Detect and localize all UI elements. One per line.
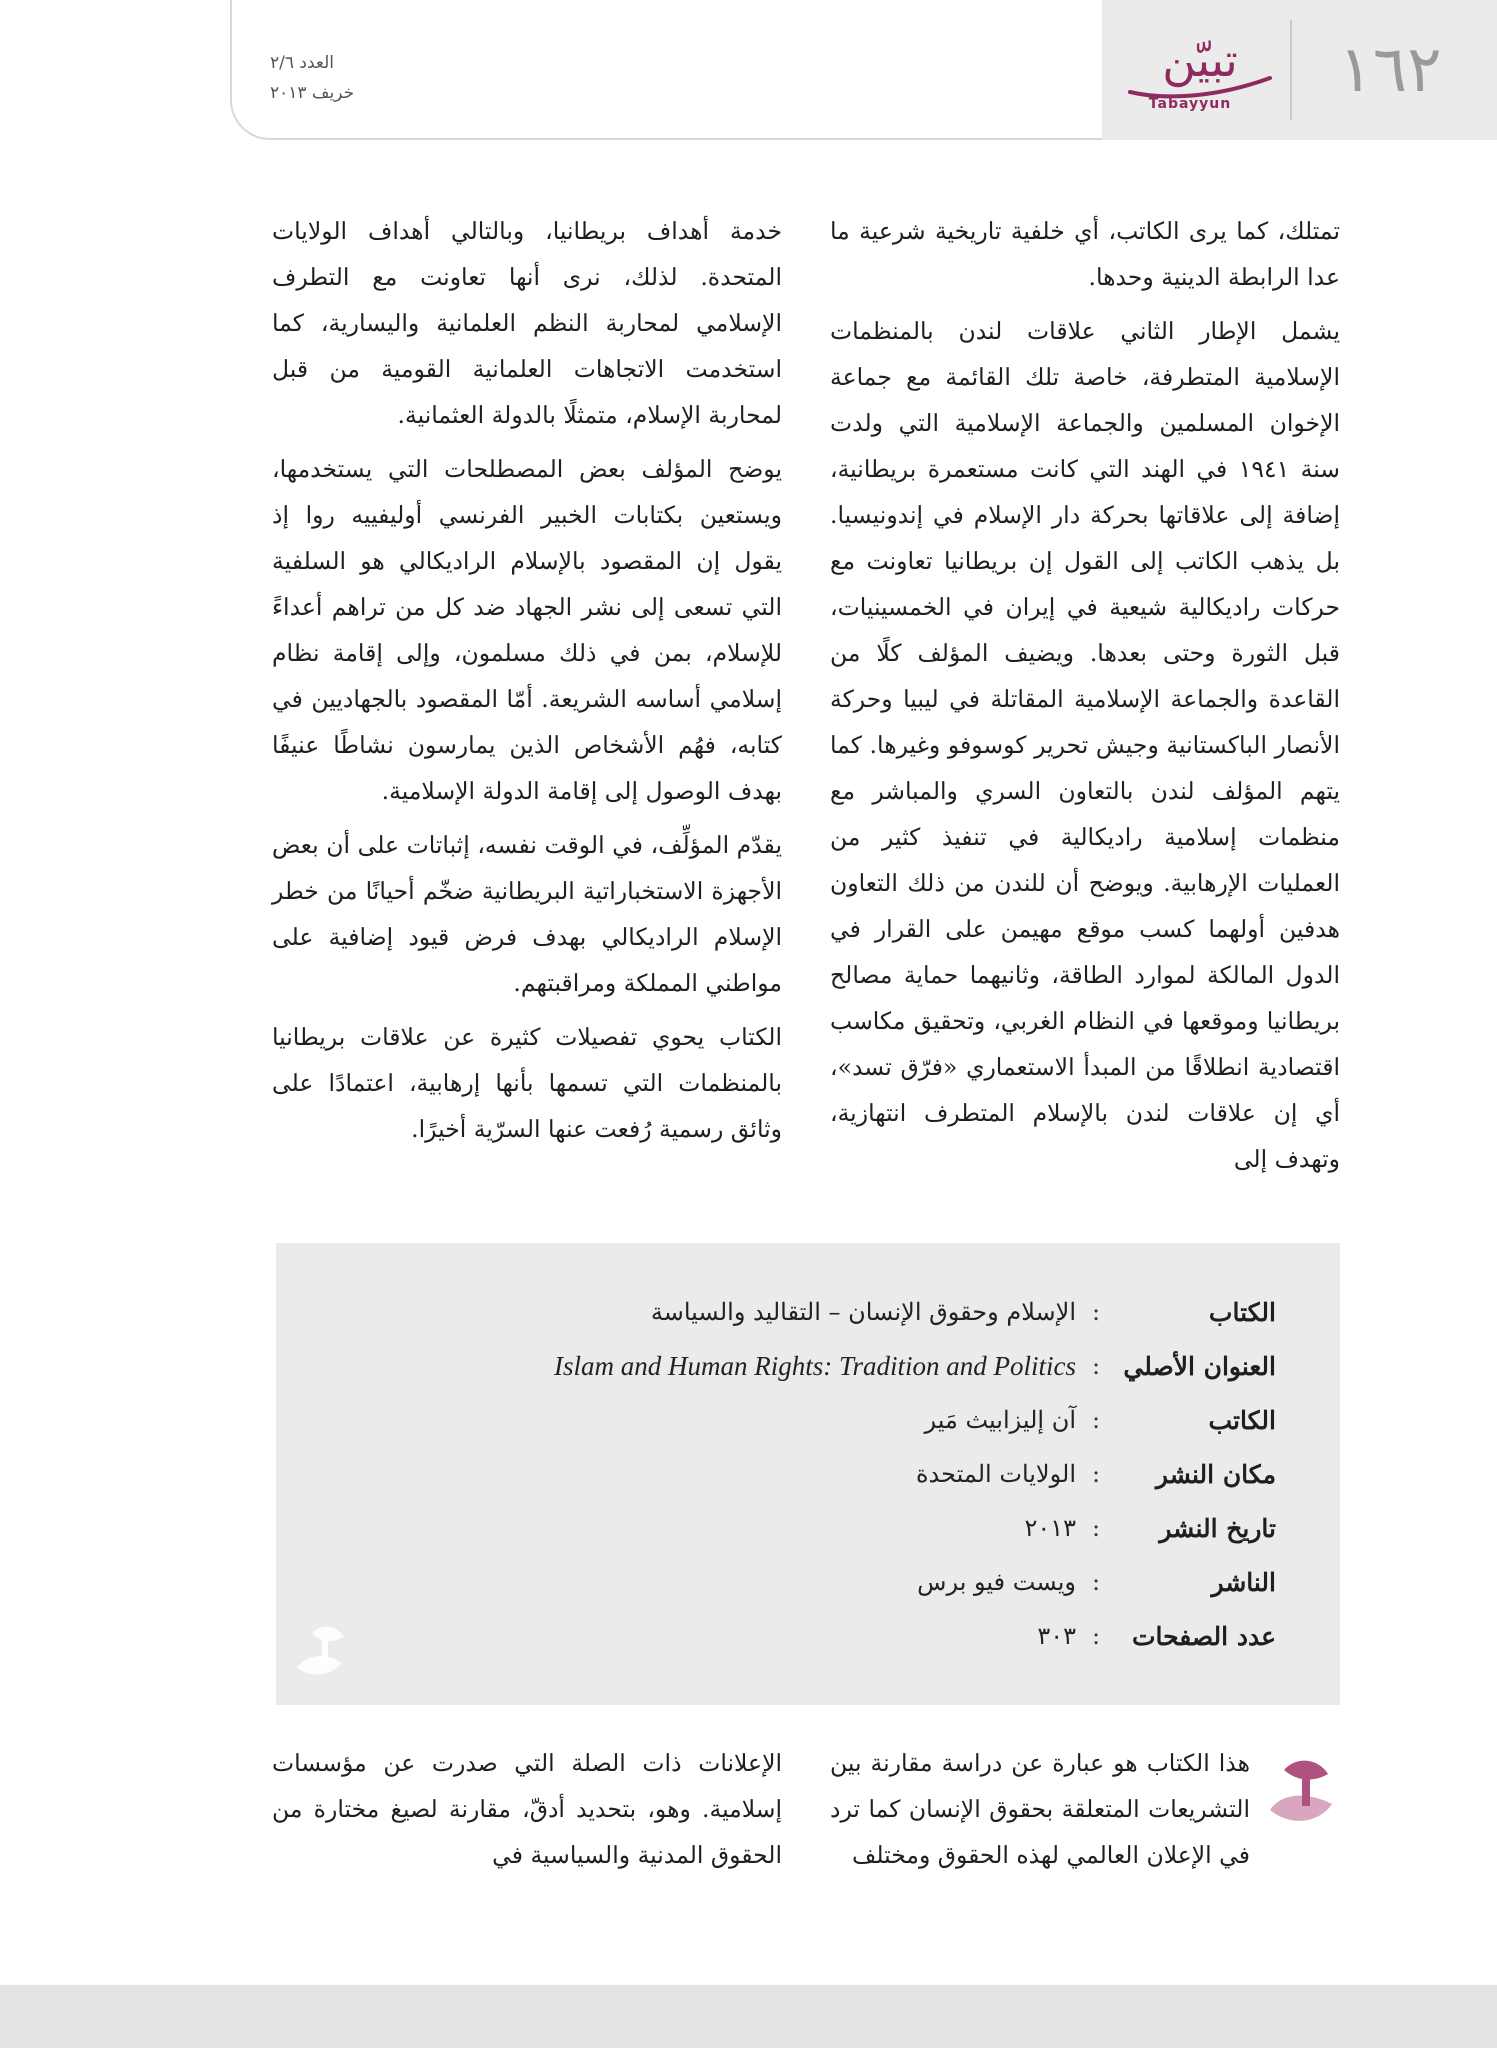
paragraph: يوضح المؤلف بعض المصطلحات التي يستخدمها، ويستعين بكتابات الخبير الفرنسي أوليفييه روا إذ يقول إن المقصود بالإسلام الراديكالي هو السلفية التي تسعى إلى نشر الجهاد ضد كل من تراهم أعداءً للإسلام، بمن في ذلك مسلمون، وإلى إقامة نظام إسلامي أساسه الشريعة. أمّا المقصود بالجهاديين في كتابه، فهُم الأشخاص الذين يمارسون نشاطًا عنيفًا بهدف الوصول إلى إقامة الدولة الإسلامية. xyxy=(272,455,782,805)
book-info-box xyxy=(276,1243,1340,1705)
footer-band xyxy=(0,1985,1497,2048)
text-column-left xyxy=(272,208,782,1218)
paragraph: يقدّم المؤلِّف، في الوقت نفسه، إثباتات على أن بعض الأجهزة الاستخباراتية البريطانية ضخّم أحيانًا من خطر الإسلام الراديكالي بهدف فرض قيود إضافية على مواطني المملكة ومراقبتهم. xyxy=(272,831,782,997)
info-colon: : xyxy=(1091,1352,1101,1380)
info-colon: : xyxy=(1091,1298,1101,1326)
info-value: الولايات المتحدة xyxy=(915,1460,1076,1488)
info-label: تاريخ النشر xyxy=(1159,1513,1276,1543)
issue-number: العدد ٢/٦ xyxy=(270,53,335,73)
paragraph: يشمل الإطار الثاني علاقات لندن بالمنظمات الإسلامية المتطرفة، خاصة تلك القائمة مع جماعة الإخوان المسلمين والجماعة الإسلامية التي ولدت سنة ١٩٤١ في الهند التي كانت مستعمرة بريطانية، إضافة إلى علاقاتها بحركة دار الإسلام في إندونيسيا. بل يذهب الكاتب إلى القول إن بريطانيا تعاونت مع حركات راديكالية شيعية في إيران في الخمسينيات، قبل الثورة وحتى بعدها. ويضيف المؤلف كلًا من القاعدة والجماعة الإسلامية المقاتلة في ليبيا وحركة الأنصار الباكستانية وجيش تحرير كوسوفو وغيرها. كما يتهم المؤلف لندن بالتعاون السري والمباشر مع منظمات إسلامية راديكالية في تنفيذ كثير من العمليات الإرهابية. ويوضح أن للندن من ذلك التعاون هدفين أولهما كسب موقع مهيمن على القرار في الدول المالكة لموارد الطاقة، وثانيهما حماية مصالح بريطانيا وموقعها في النظام الغربي، وتحقيق مكاسب اقتصادية انطلاقًا من المبدأ الاستعماري «فرّق تسد»، أي إن علاقات لندن بالإسلام المتطرف انتهازية، وتهدف إلى xyxy=(830,317,1340,1173)
intro-text-left xyxy=(272,1740,782,1890)
tabayyun-logo xyxy=(1120,30,1280,125)
info-colon: : xyxy=(1091,1568,1101,1596)
page-number: ١٦٢ xyxy=(1338,33,1442,107)
info-colon: : xyxy=(1091,1406,1101,1434)
info-value: ٣٠٣ xyxy=(1037,1622,1076,1650)
info-value: الإسلام وحقوق الإنسان – التقاليد والسياسة xyxy=(650,1298,1076,1326)
info-colon: : xyxy=(1091,1622,1101,1650)
info-row-pages xyxy=(336,1609,1276,1663)
logo-arabic-text: تبيّن xyxy=(1162,33,1238,87)
info-label: الكاتب xyxy=(1208,1405,1276,1435)
info-value: ٢٠١٣ xyxy=(1024,1514,1076,1542)
info-value: ويست فيو برس xyxy=(917,1568,1076,1596)
page-header xyxy=(0,0,1497,140)
paragraph: الإعلانات ذات الصلة التي صدرت عن مؤسسات إسلامية. وهو، بتحديد أدقّ، مقارنة لصيغ مختارة من الحقوق المدنية والسياسية في xyxy=(272,1749,782,1869)
book-info-table xyxy=(336,1285,1276,1663)
info-label: الناشر xyxy=(1211,1567,1276,1597)
header-divider xyxy=(1290,20,1292,120)
info-row-original-title xyxy=(336,1339,1276,1393)
logo-latin-text: Tabayyun xyxy=(1148,96,1232,112)
info-label: الكتاب xyxy=(1208,1297,1276,1327)
paragraph: خدمة أهداف بريطانيا، وبالتالي أهداف الولايات المتحدة. لذلك، نرى أنها تعاونت مع التطرف الإسلامي لمحاربة النظم العلمانية واليسارية، كما استخدمت الاتجاهات العلمانية القومية من قبل لمحاربة الإسلام، متمثلًا بالدولة العثمانية. xyxy=(272,217,782,429)
info-colon: : xyxy=(1091,1514,1101,1542)
info-label: مكان النشر xyxy=(1155,1459,1276,1489)
paragraph: الكتاب يحوي تفصيلات كثيرة عن علاقات بريطانيا بالمنظمات التي تسمها بأنها إرهابية، اعتمادًا على وثائق رسمية رُفعت عنها السرّية أخيرًا. xyxy=(272,1023,782,1143)
info-row-author xyxy=(336,1393,1276,1447)
paragraph: تمتلك، كما يرى الكاتب، أي خلفية تاريخية شرعية ما عدا الرابطة الدينية وحدها. xyxy=(830,217,1340,291)
issue-season: خريف ٢٠١٣ xyxy=(270,83,355,103)
text-column-right xyxy=(830,208,1340,1218)
info-row-book xyxy=(336,1285,1276,1339)
info-row-place xyxy=(336,1447,1276,1501)
info-value: آن إليزابيث مَير xyxy=(924,1406,1076,1434)
info-colon: : xyxy=(1091,1460,1101,1488)
info-label: العنوان الأصلي xyxy=(1123,1351,1276,1381)
issue-info xyxy=(270,48,470,108)
dropcap-ornament-icon xyxy=(1262,1748,1342,1838)
intro-text-right xyxy=(830,1740,1250,1890)
info-label: عدد الصفحات xyxy=(1131,1621,1276,1651)
info-value: Islam and Human Rights: Tradition and Politics xyxy=(553,1350,1076,1381)
paragraph: هذا الكتاب هو عبارة عن دراسة مقارنة بين التشريعات المتعلقة بحقوق الإنسان كما ترد في الإعلان العالمي لهذه الحقوق ومختلف xyxy=(830,1749,1250,1869)
watermark-logo-icon xyxy=(282,1613,362,1693)
info-row-publisher xyxy=(336,1555,1276,1609)
info-row-date xyxy=(336,1501,1276,1555)
